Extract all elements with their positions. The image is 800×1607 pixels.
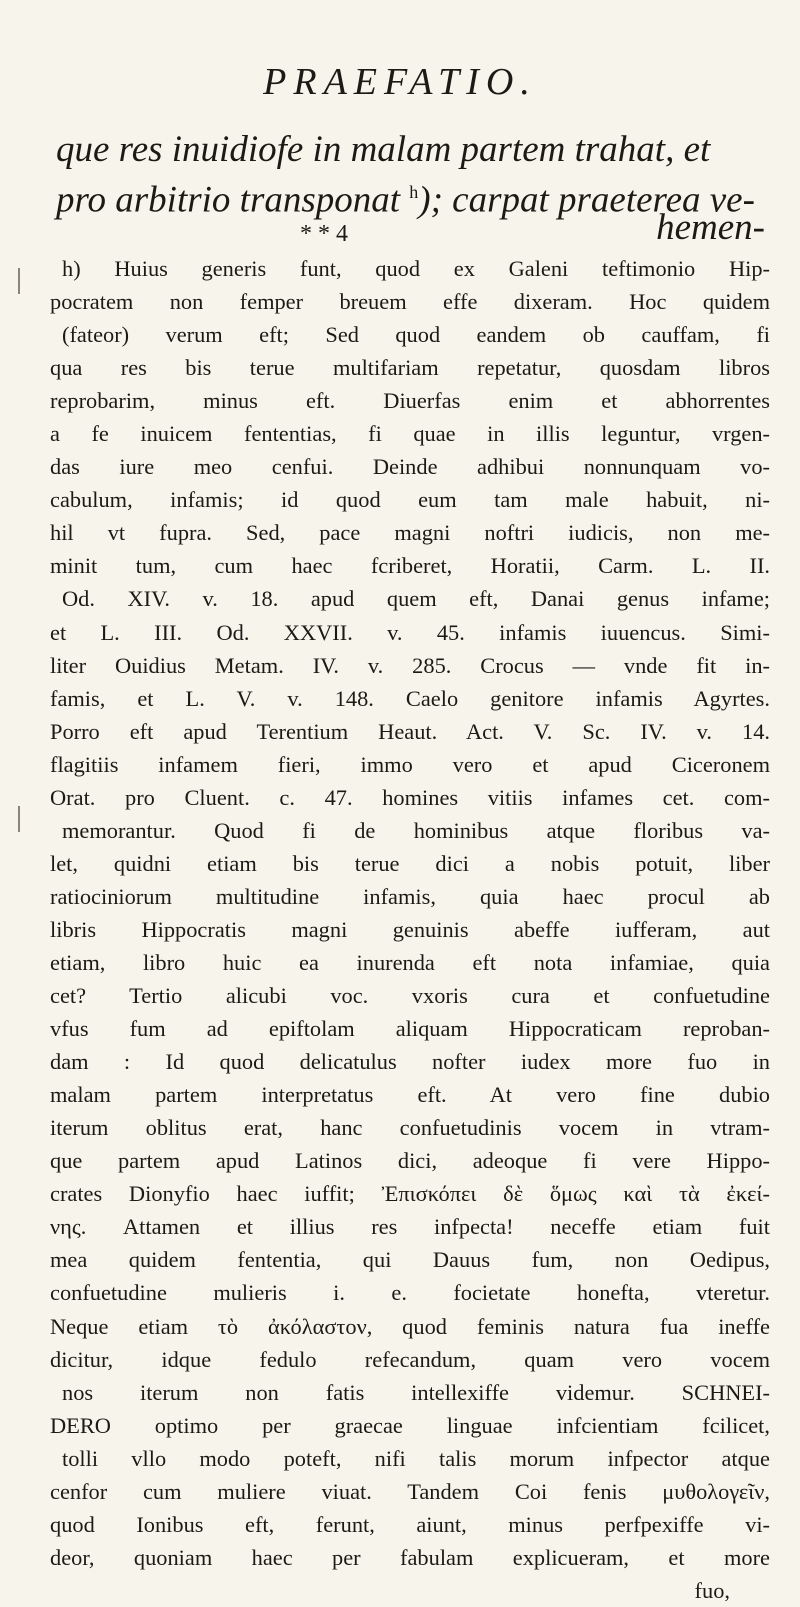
footnote-line: ratiociniorum multitudine infamis, quia haec procul ab	[50, 883, 770, 909]
footnote-marker: h	[409, 182, 419, 202]
footnote-line: famis, et L. V. v. 148. Caelo genitore infamis Agyrtes.	[50, 685, 770, 711]
catchword: hemen-	[656, 207, 765, 248]
footnote-line: qua res bis terue multifariam repetatur, quosdam libros	[50, 355, 770, 381]
footnote-line: minit tum, cum haec fcriberet, Horatii, Carm. L. II.	[50, 553, 770, 579]
footnote-line: que partem apud Latinos dici, adeoque fi vere Hippo-	[50, 1148, 770, 1174]
footnote-catchword: fuo,	[694, 1577, 730, 1603]
footnote-line: flagitiis infamem fieri, immo vero et apud Ciceronem	[50, 751, 770, 777]
footnote-line: malam partem interpretatus eft. At vero fine dubio	[50, 1082, 770, 1108]
running-head: PRAEFATIO.	[263, 61, 537, 103]
lead-text-part: pro arbitrio transponat	[56, 179, 401, 221]
footnote-line: DERO optimo per graecae linguae infcientiam fcilicet,	[50, 1412, 770, 1438]
footnote-line: confuetudine mulieris i. e. focietate honefta, vteretur.	[50, 1280, 770, 1306]
footnote-line: libris Hippocratis magni genuinis abeffe iufferam, aut	[50, 916, 770, 942]
footnote-line: (fateor) verum eft; Sed quod eandem ob cauffam, fi	[62, 322, 770, 348]
footnote-line: Porro eft apud Terentium Heaut. Act. V. Sc. IV. v. 14.	[50, 718, 770, 744]
footnote-line: Orat. pro Cluent. c. 47. homines vitiis infames cet. com-	[50, 784, 770, 810]
footnote-line: pocratem non femper breuem effe dixeram. Hoc quidem	[50, 289, 770, 315]
footnote-line: et L. III. Od. XXVII. v. 45. infamis iuuencus. Simi-	[50, 619, 770, 645]
footnote-line: cet? Tertio alicubi voc. vxoris cura et confuetudine	[50, 983, 770, 1009]
footnote-block	[50, 252, 770, 1607]
lead-text-line-1: que res inuidiofe in malam partem trahat, et	[56, 129, 711, 170]
footnote-line: hil vt fupra. Sed, pace magni noftri iudicis, non me-	[50, 520, 770, 546]
footnote-line: Od. XIV. v. 18. apud quem eft, Danai genus infame;	[62, 586, 770, 612]
footnote-line: vfus fum ad epiftolam aliquam Hippocraticam reproban-	[50, 1016, 770, 1042]
footnote-line: das iure meo cenfui. Deinde adhibui nonnunquam vo-	[50, 454, 770, 480]
footnote-line: νης. Attamen et illius res infpecta! neceffe etiam fuit	[50, 1214, 770, 1240]
footnote-line: cabulum, infamis; id quod eum tam male habuit, ni-	[50, 487, 770, 513]
lead-text-part: ); carpat praeterea ve-	[418, 179, 755, 221]
footnote-line: mea quidem fententia, qui Dauus fum, non Oedipus,	[50, 1247, 770, 1273]
margin-mark	[18, 268, 20, 294]
signature-mark: * * 4	[300, 221, 348, 247]
footnote-line: deor, quoniam haec per fabulam explicueram, et more	[50, 1544, 770, 1570]
footnote-line: a fe inuicem fententias, fi quae in illis leguntur, vrgen-	[50, 421, 770, 447]
footnote-line: etiam, libro huic ea inurenda eft nota infamiae, quia	[50, 949, 770, 975]
footnote-line: h) Huius generis funt, quod ex Galeni teftimonio Hip-	[62, 256, 770, 281]
footnote-line: crates Dionyfio haec iuffit; Ἐπισκόπει δὲ ὅμως καὶ τὰ ἐκεί-	[50, 1181, 770, 1207]
footnote-line: quod Ionibus eft, ferunt, aiunt, minus perfpexiffe vi-	[50, 1511, 770, 1537]
footnote-line: iterum oblitus erat, hanc confuetudinis vocem in vtram-	[50, 1115, 770, 1141]
footnote-line: cenfor cum muliere viuat. Tandem Coi fenis μυθολογεῖν,	[50, 1478, 770, 1504]
footnote-line: liter Ouidius Metam. IV. v. 285. Crocus — vnde fit in-	[50, 652, 770, 678]
footnote-line: reprobarim, minus eft. Diuerfas enim et abhorrentes	[50, 388, 770, 414]
footnote-line: let, quidni etiam bis terue dici a nobis potuit, liber	[50, 850, 770, 876]
footnote-line: dam : Id quod delicatulus nofter iudex more fuo in	[50, 1049, 770, 1075]
footnote-line: dicitur, idque fedulo refecandum, quam vero vocem	[50, 1346, 770, 1372]
footnote-line: nos iterum non fatis intellexiffe videmur. SCHNEI-	[62, 1379, 770, 1405]
footnote-line: memorantur. Quod fi de hominibus atque floribus va-	[62, 817, 770, 843]
footnote-line: tolli vllo modo poteft, nifi talis morum infpector atque	[62, 1445, 770, 1471]
margin-mark	[18, 806, 20, 832]
footnote-line: Neque etiam τὸ ἀκόλαστον, quod feminis natura fua ineffe	[50, 1313, 770, 1339]
